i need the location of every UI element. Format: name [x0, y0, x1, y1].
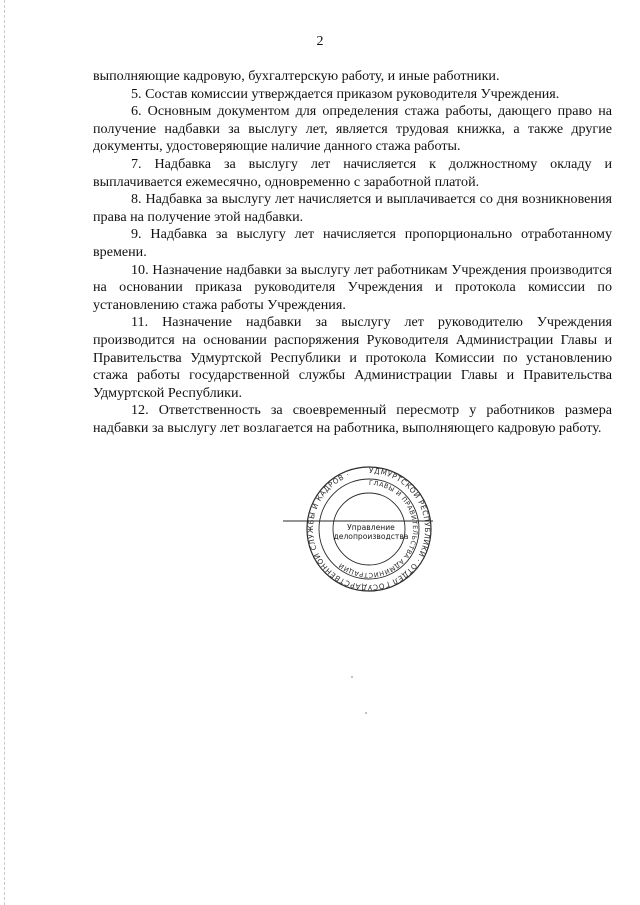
stamp-center-line-2: делопроизводства: [333, 532, 409, 541]
paragraph-8: 8. Надбавка за выслугу лет начисляется и выплачивается со дня возникновения права на получение этой надбавки.: [93, 191, 612, 225]
scan-speck: [351, 676, 353, 678]
paragraph-11: 11. Назначение надбавки за выслугу лет руководителю Учреждения производится на основании распоряжения Руководителя Администрации Главы и Правительства Удмуртской Республики и протокола Комиссии по установлению стажа работы государственной службы Администрации Главы и Правительства Удмуртской Республики.: [93, 314, 612, 401]
paragraph-continuation: выполняющие кадровую, бухгалтерскую работу, и иные работники.: [93, 68, 500, 84]
page-number: 2: [316, 34, 324, 49]
stamp-inner-text: ГЛАВЫ И ПРАВИТЕЛЬСТВА АДМИНИСТРАЦИИ: [336, 478, 420, 580]
scan-edge-line: [4, 0, 5, 905]
stamp-outer-text: УДМУРТСКОЙ РЕСПУБЛИКИ · ОТДЕЛ ГОСУДАРСТВЕННОЙ СЛУЖБЫ И КАДРОВ ·: [305, 465, 433, 593]
stamp-center-line-1: Управление: [347, 523, 395, 532]
office-stamp: [283, 464, 435, 594]
paragraph-12: 12. Ответственность за своевременный пересмотр у работников размера надбавки за выслугу лет возлагается на работника, выполняющего кадровую работу.: [93, 402, 612, 436]
paragraph-7: 7. Надбавка за выслугу лет начисляется к должностному окладу и выплачивается ежемесячно, одновременно с заработной платой.: [93, 155, 612, 190]
paragraph-9: 9. Надбавка за выслугу лет начисляется пропорционально отработанному времени.: [93, 226, 612, 260]
paragraph-10: 10. Назначение надбавки за выслугу лет работникам Учреждения производится на основании приказа руководителя Учреждения и протокола комиссии по установлению стажа работы Учреждения.: [93, 261, 612, 313]
paragraph-6: 6. Основным документом для определения стажа работы, дающего право на получение надбавки за выслугу лет, является трудовая книжка, а также другие документы, удостоверяющие наличие данного стажа работы.: [93, 103, 612, 155]
scan-speck: [365, 712, 367, 714]
document-body: [93, 68, 612, 437]
paragraph-5: 5. Состав комиссии утверждается приказом руководителя Учреждения.: [131, 85, 560, 102]
